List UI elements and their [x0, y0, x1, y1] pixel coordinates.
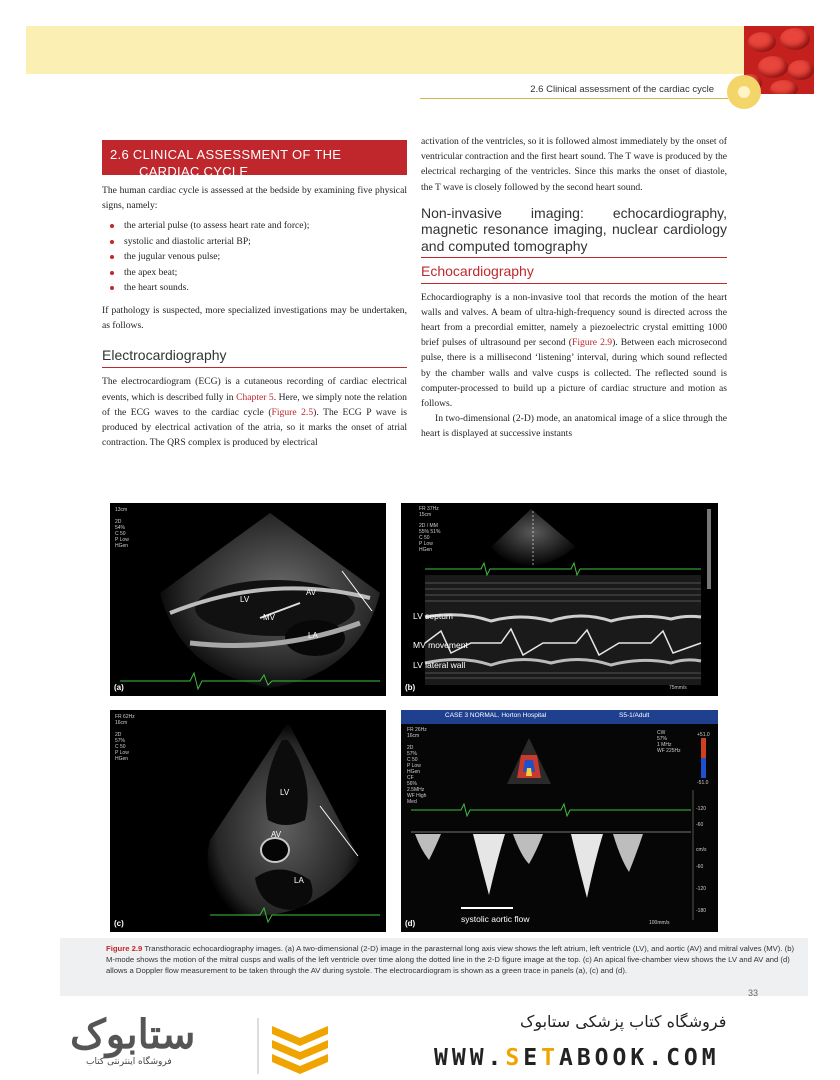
echo-panel-d	[401, 710, 718, 932]
label-mv: MV	[263, 613, 275, 622]
physical-signs-list	[102, 218, 407, 296]
ecg-paragraph: The electrocardiogram (ECG) is a cutaneous recording of cardiac electrical events, which is described fully in Chapter 5. Here, we simply note the relation of the ECG waves to the cardiac cycle (Figure 2.5). The ECG P wave is produced by electrical activation of the atria, so it marks the onset of atrial contraction. The QRS complex is produced by electrical	[102, 376, 407, 449]
velocity-tick: -120	[696, 806, 707, 812]
velocity-tick: -60	[696, 822, 704, 828]
label-la: LA	[308, 631, 318, 640]
label-av: AV	[306, 588, 317, 597]
website-url[interactable]: WWW.SETABOOK.COM	[434, 1045, 720, 1071]
chevron-logo-icon	[254, 1018, 330, 1074]
figure-link[interactable]: Figure 2.9	[571, 337, 613, 349]
section-heading: 2.6 CLINICAL ASSESSMENT OF THE CARDIAC CYCLE	[102, 140, 407, 175]
velocity-tick: -60	[696, 864, 704, 870]
shop-name: فروشگاه کتاب پزشکی ستابوک	[520, 1012, 727, 1031]
list-item: systolic and diastolic arterial BP;	[124, 234, 407, 250]
panel-letter: (b)	[405, 683, 416, 692]
label-la: LA	[294, 876, 304, 885]
page-number: 33	[748, 988, 759, 998]
label-mv-movement: MV movement	[413, 640, 468, 650]
running-header: 2.6 Clinical assessment of the cardiac cycle	[530, 84, 714, 95]
pathology-paragraph: If pathology is suspected, more specialized investigations may be undertaken, as follows.	[102, 304, 407, 332]
echo-panel-a	[110, 503, 386, 696]
cw-settings: CW 57% 1 MHz WF 225Hz	[657, 730, 681, 754]
probe-label: S5-1/Adult	[619, 712, 650, 719]
sweep-speed: 75mm/s	[669, 685, 687, 691]
velocity-unit: cm/s	[696, 847, 707, 853]
figure-caption: Figure 2.9 Transthoracic echocardiography images. (a) A two-dimensional (2-D) image in the parasternal long axis view shows the left atrium, left ventricle (LV), and aortic (AV) and mitral valves (MV). (b) M-mode shows the motion of the mitral cusps and walls of the left ventricle over time along the dotted line in the 2-D figure image at the top. (c) An apical five-chamber view shows the LV and AV and (d) allows a Doppler flow measurement to be taken through the AV during systole. The electrocardiogram is shown as a green trace in panels (a), (c) and (d).	[106, 944, 795, 975]
settings-text: FR 62Hz 16cm 2D 57% C 50 P Low HGen	[115, 714, 135, 762]
panel-letter: (c)	[114, 919, 124, 928]
list-item: the arterial pulse (to assess heart rate and force);	[124, 218, 407, 234]
label-lv-lateral-wall: LV lateral wall	[413, 660, 466, 670]
settings-text: 2D / MM 55% 51% C 50 P Low HGen	[419, 523, 441, 553]
sweep-speed: 100mm/s	[649, 920, 670, 926]
logo-subtitle: فروشگاه اینترنتی کتاب	[86, 1057, 172, 1067]
color-scale-top: +51.0	[697, 732, 710, 738]
echo-panel-b	[401, 503, 718, 696]
figure-link[interactable]: Figure 2.5	[271, 406, 314, 418]
label-lv-septum: LV septum	[413, 611, 454, 621]
label-lv: LV	[240, 595, 250, 604]
intro-paragraph: The human cardiac cycle is assessed at the bedside by examining five physical signs, namely:	[102, 185, 407, 212]
velocity-tick: -180	[696, 908, 707, 914]
settings-text: 13cm 2D 54% C 50 P Low HGen	[115, 507, 129, 549]
label-systolic-aortic-flow: systolic aortic flow	[461, 914, 530, 924]
header-band	[26, 26, 744, 74]
top-settings: FR 37Hz 15cm	[419, 506, 439, 518]
color-scale-bottom: -51.0	[697, 780, 709, 786]
right-column	[421, 134, 727, 442]
label-av: AV	[271, 830, 282, 839]
setabook-logo: ستابوک	[70, 1013, 196, 1057]
echo-paragraph-2: In two-dimensional (2-D) mode, an anatomical image of a slice through the heart is displayed at successive instants	[421, 413, 727, 440]
panel-letter: (d)	[405, 919, 416, 928]
ecg-continued-paragraph: activation of the ventricles, so it is followed almost immediately by the onset of ventricular contraction and the first heart sound. The T wave is produced by the electrical recharging of the ventricles. Since this marks the onset of diastole, the T wave is closely followed by the second heart sound.	[421, 136, 727, 193]
list-item: the jugular venous pulse;	[124, 249, 407, 265]
list-item: the heart sounds.	[124, 280, 407, 296]
caption-label: Figure 2.9	[106, 944, 143, 953]
chapter-link[interactable]: Chapter 5	[236, 391, 274, 403]
left-column	[102, 140, 407, 450]
list-item: the apex beat;	[124, 265, 407, 281]
echo-heading: Echocardiography	[421, 264, 727, 283]
label-lv: LV	[280, 788, 290, 797]
echo-panel-c	[110, 710, 386, 932]
running-header-rule	[420, 98, 728, 99]
echo-image-c	[110, 710, 386, 932]
velocity-tick: -120	[696, 886, 707, 892]
section-tab-icon	[727, 75, 761, 109]
case-title: CASE 3 NORMAL. Horton Hospital	[445, 712, 547, 719]
settings-text: FR 26Hz 16cm 2D 57% C 50 P Low HGen CF 56% 2.5MHz WF High Med	[407, 727, 427, 805]
ecg-heading: Electrocardiography	[102, 347, 407, 368]
imaging-heading: Non-invasive imaging: echocardiography, magnetic resonance imaging, nuclear cardiology and computed tomography	[421, 205, 727, 259]
echo-paragraph: Echocardiography is a non-invasive tool that records the motion of the heart walls and valves. A beam of ultra-high-frequency sound is directed across the heart from a precordial emitter, namely a piezoelectric crystal emitting 1000 brief pulses of ultrasound per second (Figure 2.9). Between each microsecond pulse, there is a millisecond ‘listening’ interval, during which sound reflected by the chamber walls and valve cusps is collected. The reflected sound is computer-processed to build up a picture of cardiac structure and motion as follows.	[421, 291, 727, 409]
panel-letter: (a)	[114, 683, 124, 692]
